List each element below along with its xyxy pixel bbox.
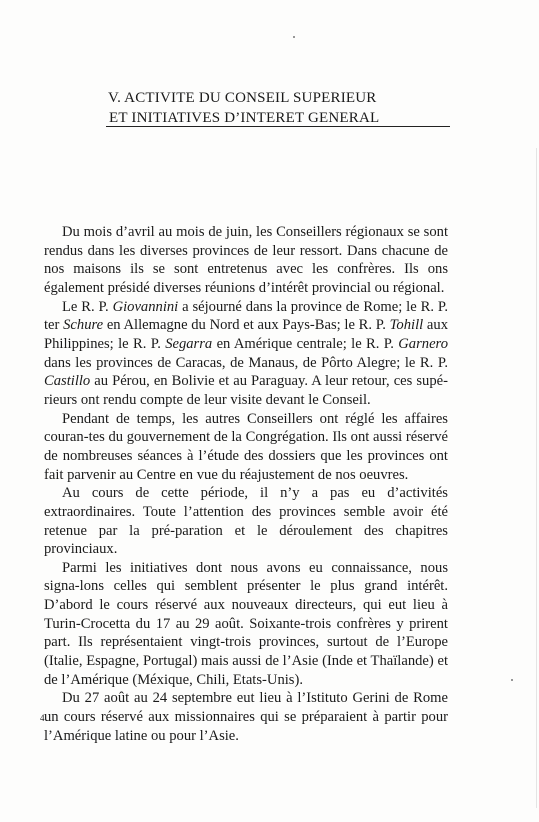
italic-name: Garnero (398, 335, 448, 352)
heading-underline (106, 126, 450, 127)
scan-speck (511, 679, 513, 681)
chapter-heading (108, 88, 448, 128)
italic-name: Castillo (44, 373, 91, 390)
paragraph (44, 559, 448, 690)
chapter-title-line-2: ET INITIATIVES D’INTERET GENERAL (109, 110, 380, 126)
chapter-title-line-1: V. ACTIVITE DU CONSEIL SUPERIEUR (108, 90, 377, 106)
text-run: en Allemagne du Nord et aux Pays-Bas; le R. P. (103, 317, 390, 334)
italic-name: Tohill (389, 317, 424, 334)
text-run: en Amérique centrale; le R. P. (212, 335, 399, 352)
text-run: Parmi les initiatives dont nous avons eu connaissance, nous signa-lons celles qui semblent présenter le plus grand intérêt. D’abord le cours réservé aux nouveaux directeurs, qui eut lieu à Turin-Crocetta du 17 au 29 août. Soixante-trois confrères y prirent part. Ils représentaient vingt-trois provinces, surtout de l’Europe (Italie, Espagne, Portugal) mais aussi de l’Asie (Inde et Thaïlande) et de l’Amérique (Méxique, Chili, Etats-Unis). (44, 559, 448, 688)
italic-name: Giovannini (112, 298, 179, 315)
page-number: 4 (40, 713, 45, 723)
paragraph (44, 298, 448, 410)
paragraph (44, 484, 448, 559)
text-run: Au cours de cette période, il n’y a pas eu d’activités extraordinaires. Toute l’attention des provinces semble avoir été retenue par la pré-paration et le déroulement des chapitres provinciaux. (44, 485, 448, 558)
scan-speck (293, 36, 295, 38)
text-run: au Pérou, en Bolivie et au Paraguay. A leur retour, ces supé-rieurs ont rendu compte de leur visite devant le Conseil. (44, 373, 448, 408)
paragraph (44, 410, 448, 485)
text-run: Du 27 août au 24 septembre eut lieu à l’Istituto Gerini de Rome un cours réservé aux missionnaires qui se préparaient à partir pour l’Amérique latine ou pour l’Asie. (44, 690, 448, 744)
paragraph (44, 689, 448, 745)
italic-name: Segarra (165, 335, 213, 352)
scan-edge-shadow (536, 148, 537, 808)
text-run: Pendant de temps, les autres Conseillers ont réglé les affaires couran-tes du gouvernement de la Congrégation. Ils ont aussi réservé de nombreuses séances à l’étude des dossiers que les provinces ont fait parvenir au Centre en vue du réajustement de nos oeuvres. (44, 410, 448, 483)
text-run: dans les provinces de Caracas, de Manaus, de Pôrto Alegre; le R. P. (44, 354, 448, 371)
paragraph (44, 223, 448, 298)
body-text (44, 223, 448, 745)
text-run: a séjourné dans la province de Rome; le R. P. ter (44, 298, 448, 334)
text-run: Du mois d’avril au mois de juin, les Conseillers régionaux se sont rendus dans les diverses provinces de leur ressort. Dans chacune de nos maisons ils se sont entretenus avec les confrères. Ils ons également présidé diverses réunions d’intérêt provincial ou régional. (44, 224, 448, 296)
text-run: Le R. P. (62, 298, 113, 315)
italic-name: Schure (63, 317, 104, 334)
text-run: aux Philippines; le R. P. (44, 317, 448, 352)
